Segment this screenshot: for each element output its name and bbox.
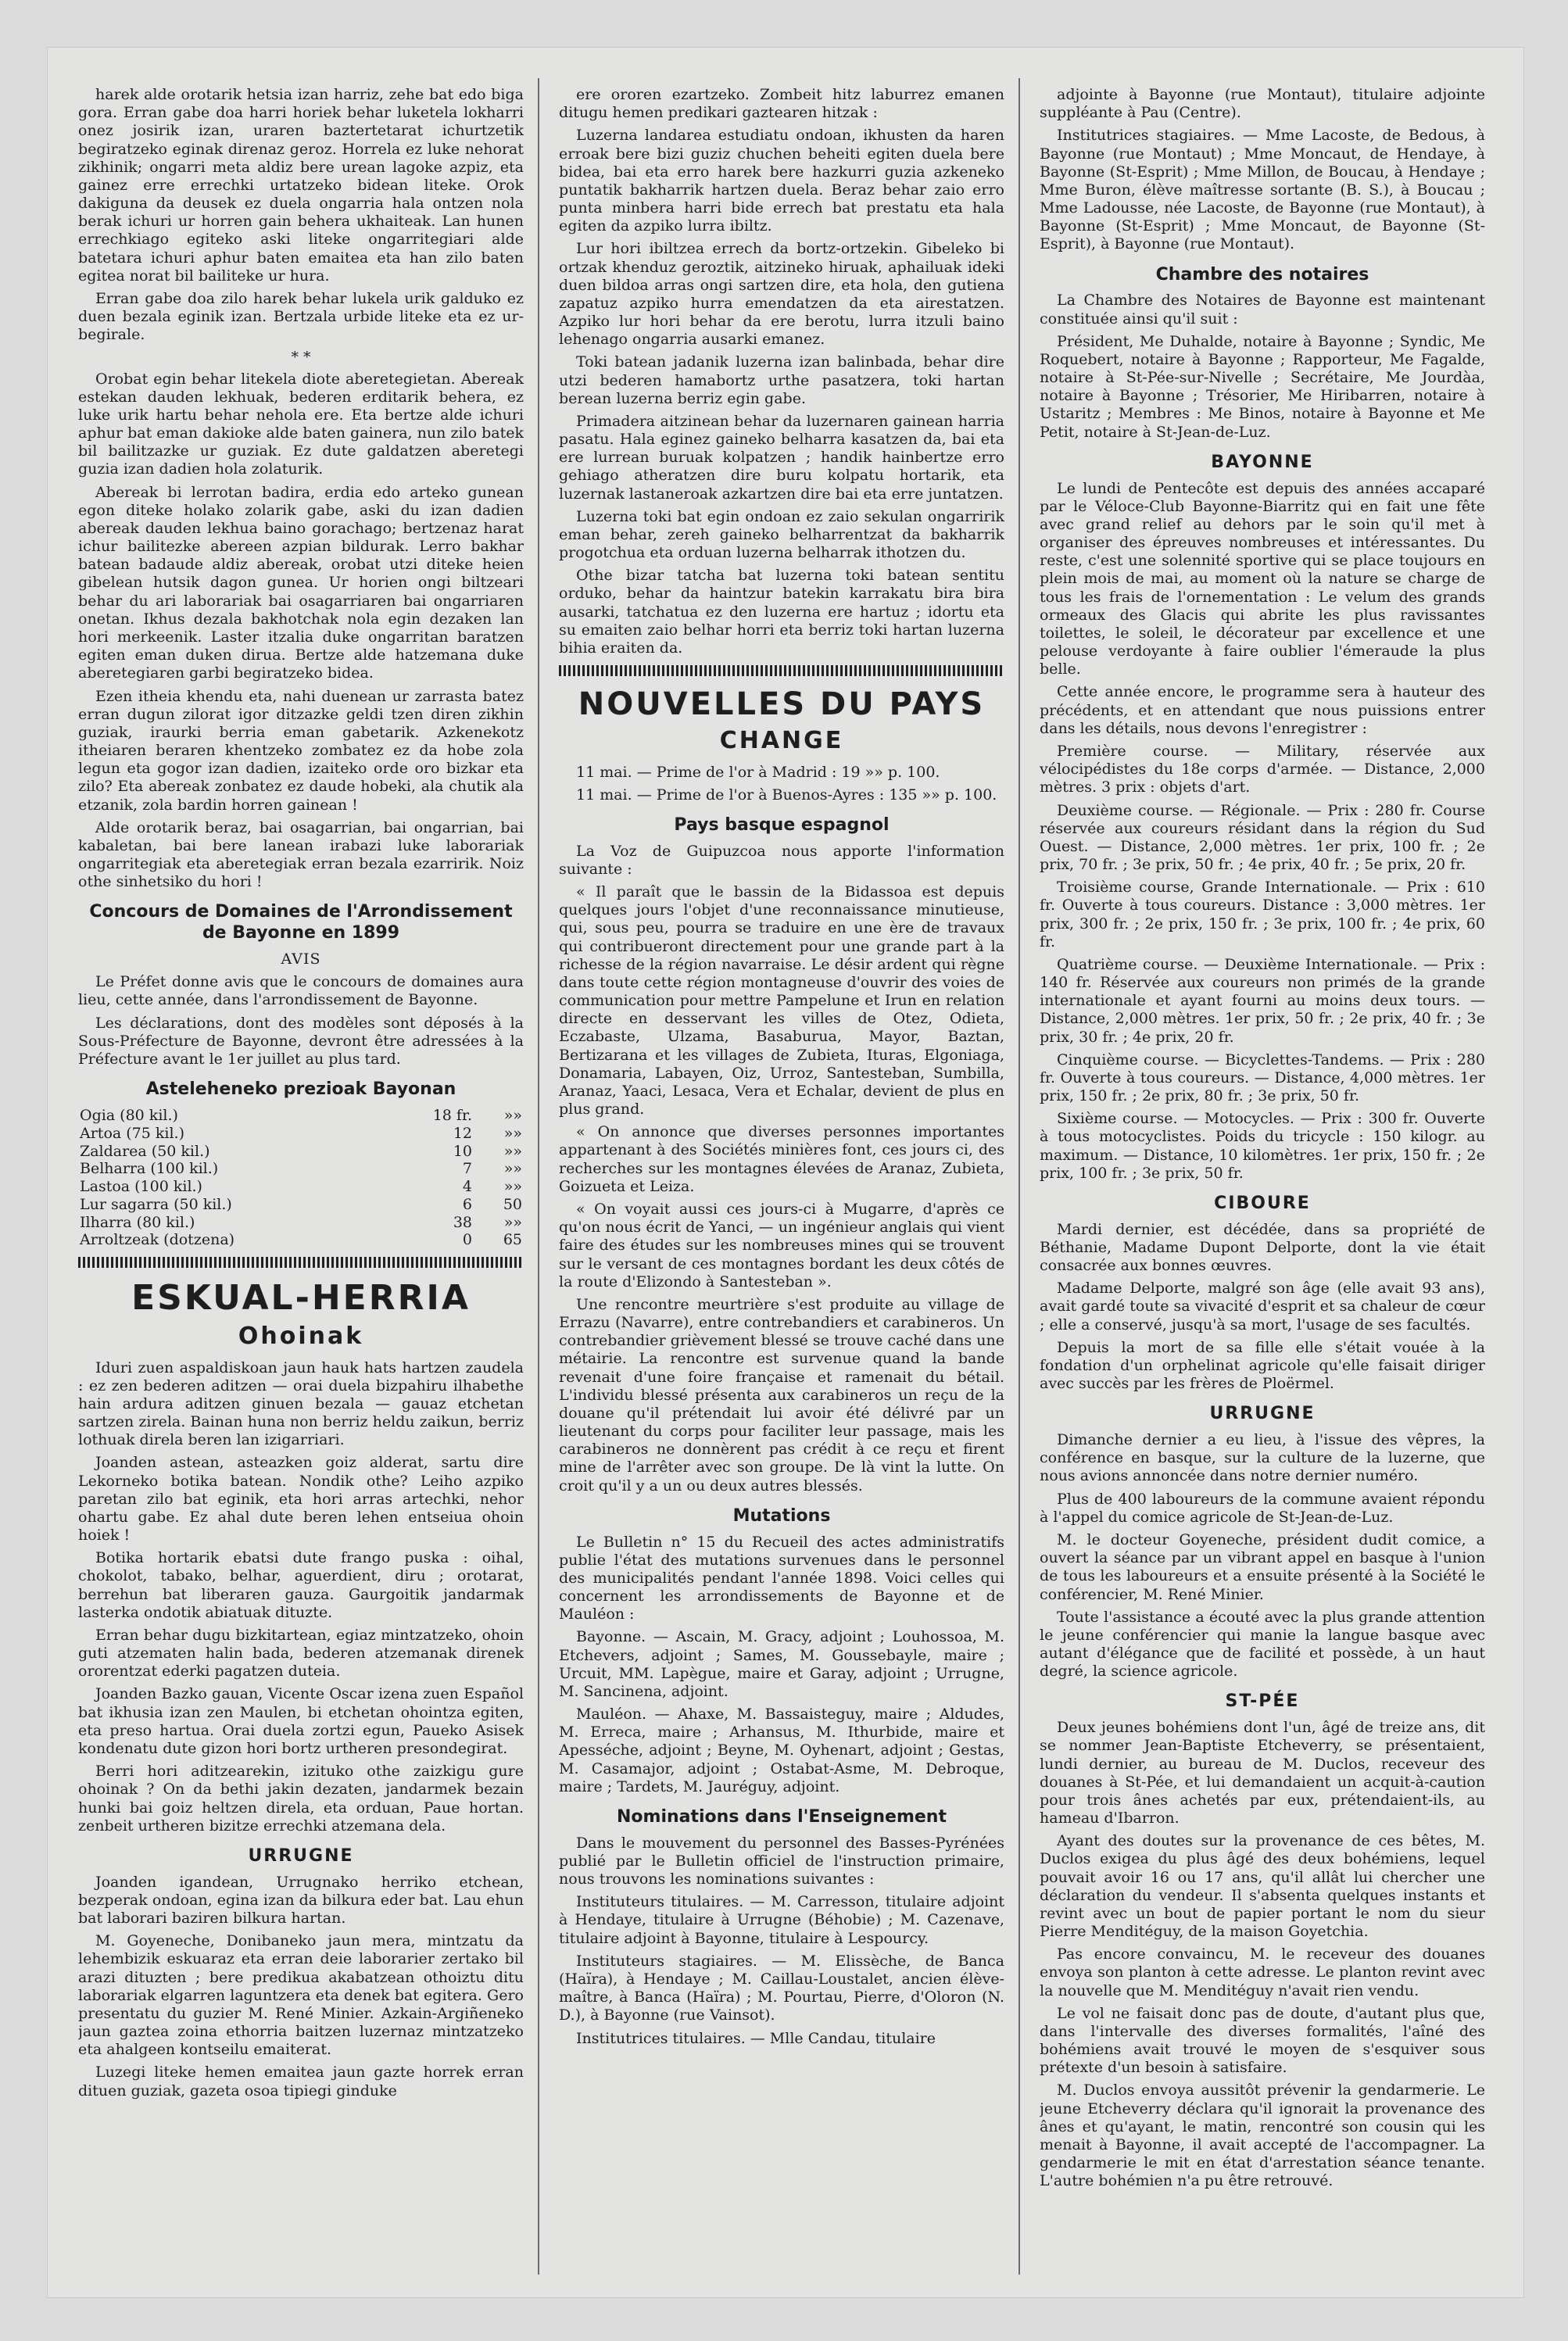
paragraph: Luzerna toki bat egin ondoan ez zaio sekulan ongarririk eman behar, zereh gaineko belharrentzat da bakharrik progotchua eta orduan luzerna belharrak ithotzen du.	[559, 507, 1004, 562]
paragraph: Sixième course. — Motocycles. — Prix : 300 fr. Ouverte à tous motocyclistes. Poids du tricycle : 150 kilogr. au maximum. — Distance, 10 kilomètres. 1er prix, 150 fr. ; 2e prix, 100 fr. ; 3e prix, 50 fr.	[1040, 1110, 1485, 1182]
paragraph: Ezen itheia khendu eta, nahi duenean ur zarrasta batez erran dugun zilorat igor ditzazke geldi tzen diren zikhin guziak, iraurki berria eman gabetarik. Azkenekotz itheiaren beraren khentzeko zombatez ez da hobe zola legun eta gogor izan dadien, izaiteko orde oro bizkar eta zilo? Eta abereak zonbatez ez daude hobeki, ala chutik ala etzanik, zola bardin horren gainean !	[78, 687, 524, 814]
column-1	[78, 86, 524, 2275]
price-item: Belharra (100 kil.)	[80, 1160, 219, 1178]
avis-label: AVIS	[281, 950, 321, 968]
paragraph: Bayonne. — Ascain, M. Gracy, adjoint ; Louhossoa, M. Etchevers, adjoint ; Sames, M. Goussebayle, maire ; Urcuit, MM. Lapègue, maire et Garay, adjoint ; Urrugne, M. Sancinena, adjoint.	[559, 1628, 1004, 1700]
price-row	[78, 1231, 524, 1249]
price-value: 6	[462, 1195, 472, 1213]
paragraph: Lur hori ibiltzea errech da bortz-ortzekin. Gibeleko bi ortzak khenduz geroztik, aitzineko hiruak, aphailuak ideki duen bildoa arras ongi sartzen dire, eta hola, den gutiena zapatuz azpiko hurra emendatzen da eta airestatzen. Azpiko lur hori behar da ere berotu, lurra itzuli baino lehenago ongarria ausarki emanez.	[559, 240, 1004, 349]
paragraph: ere ororen ezartzeko. Zombeit hitz laburrez emanen ditugu hemen predikari gaztearen hitzak :	[559, 86, 1004, 122]
paragraph: Primadera aitzinean behar da luzernaren gainean harria pasatu. Hala eginez gaineko belharra kasatzen da, bai eta ere lurrean buruak kolpatzen ; handik hainbertze erro gehiago atheratzen dire buru kolpatu hortarik, eta luzernak lastaneroak azkartzen dire bai eta erre juntatzen.	[559, 412, 1004, 503]
nouvelles-heading: NOUVELLES DU PAYS	[578, 686, 986, 723]
paragraph: Une rencontre meurtrière s'est produite au village de Errazu (Navarre), entre contrebandiers et carabineros. Un contrebandier grièvement blessé se trouve caché dans une métairie. La rencontre est survenue quand la bande revenait d'une foire française et ramenait du bétail. L'individu blessé présenta aux carabineros un reçu de la douane qu'il prétendait lui avoir été délivré par un lieutenant du corps pour faciliter leur passage, mais les carabineros ne donnèrent pas crédit à ce reçu et firent mine de l'arrêter avec son groupe. De là vint la lutte. On croit qu'il y a un ou deux autres blessés.	[559, 1295, 1004, 1494]
paragraph: Pas encore convaincu, M. le receveur des douanes envoya son planton à cette adresse. Le planton revint avec la nouvelle que M. Menditéguy n'avait rien vendu.	[1040, 1945, 1485, 1999]
paragraph: Mauléon. — Ahaxe, M. Bassaisteguy, maire ; Aldudes, M. Erreca, maire ; Arhansus, M. Ithurbide, maire et Apesséche, adjoint ; Beyne, M. Oyhenart, adjoint ; Gestas, M. Casamajor, adjoint ; Ostabat-Asme, M. Debroque, maire ; Tardets, M. Jauréguy, adjoint.	[559, 1706, 1004, 1795]
paragraph: Les déclarations, dont des modèles sont déposés à la Sous-Préfecture de Bayonne, devront être adressées à la Préfecture avant le 1er juillet au plus tard.	[78, 1014, 524, 1068]
nominations-heading: Nominations dans l'Enseignement	[617, 1806, 947, 1827]
paragraph: Instituteurs titulaires. — M. Carresson, titulaire adjoint à Hendaye, titulaire à Urrugne (Béhobie) ; M. Cazenave, titulaire adjoint à Bayonne, titulaire à Lespourcy.	[559, 1893, 1004, 1947]
price-row	[78, 1125, 524, 1143]
paragraph: Toute l'assistance a écouté avec la plus grande attention le jeune conférencier qui manie la langue basque avec autant d'élégance que de facilité et possède, à un haut degré, la science agricole.	[1040, 1608, 1485, 1681]
paragraph: M. Duclos envoya aussitôt prévenir la gendarmerie. Le jeune Etcheverry déclara qu'il ignorait la provenance des ânes et qu'ayant, le matin, rencontré son cousin qui les menait à Bayonne, il avait accepté de l'accompagner. La gendarmerie le mit en état d'arrestation séance tenante. L'autre bohémien n'a pu être retrouvé.	[1040, 2081, 1485, 2190]
paragraph: harek alde orotarik hetsia izan harriz, zehe bat edo biga gora. Erran gabe doa harri horiek behar luketela lokharri onez josirik izan, uraren baztertetarat ichurtzetik begiratzeko eginak direnaz geroz. Horrela ez luke nehorat zikhinik; ongarri meta aldiz bere urean lagoke azpiz, eta gainez erre errechki urtatzeko bidean liteke. Orok dakiguna da deusek ez duela ongarria hala ontzen nola berak ichuri ur horren gain behera ukhaiteak. Lan hunen errechkiago egiteko aski liteke ongarritegiari alde batetara ichuri aphur baten emaitea eta han zilo baten egitea norat bil bailiteke ur hura.	[78, 86, 524, 285]
paragraph: Dimanche dernier a eu lieu, à l'issue des vêpres, la conférence en basque, sur la culture de la luzerne, que nous avions annoncée dans notre dernier numéro.	[1040, 1431, 1485, 1485]
paragraph: Erran gabe doa zilo harek behar lukela urik galduko ez duen bezala eginik izan. Bertzala urbide liteke eta ez ur-begirale.	[78, 289, 524, 344]
notaires-heading: Chambre des notaires	[1155, 264, 1369, 285]
paragraph: Le Préfet donne avis que le concours de domaines aura lieu, cette année, dans l'arrondissement de Bayonne.	[78, 973, 524, 1009]
price-row	[78, 1143, 524, 1161]
change-heading: CHANGE	[719, 726, 844, 754]
pays-basque-heading: Pays basque espagnol	[674, 814, 890, 835]
paragraph: Erran behar dugu bizkitartean, egiaz mintzatzeko, ohoin guti atzematen halin bada, bederen atzemanak direnek ororentzat ederki pagatzen duteia.	[78, 1626, 524, 1681]
paragraph: Première course. — Military, réservée aux vélocipédistes du 18e corps d'armée. — Distance, 2,000 mètres. 3 prix : objets d'art.	[1040, 742, 1485, 796]
paragraph: La Voz de Guipuzcoa nous apporte l'information suivante :	[559, 842, 1004, 878]
price-row	[78, 1160, 524, 1178]
price-row	[78, 1214, 524, 1232]
price-value: 4	[462, 1178, 472, 1196]
concours-heading: Concours de Domaines de l'Arrondissement de Bayonne en 1899	[89, 902, 513, 943]
section-separator: * *	[291, 349, 311, 367]
urrugne-heading: URRUGNE	[248, 1845, 354, 1866]
paragraph: Deux jeunes bohémiens dont l'un, âgé de treize ans, dit se nommer Jean-Baptiste Etcheverry, se présentaient, lundi dernier, au bureau de M. Duclos, receveur des douanes à St-Pée, et lui demandaient un acquit-à-caution pour trois ânes achetés par eux, prétendaient-ils, au hameau d'Ibarron.	[1040, 1719, 1485, 1827]
st-pee-heading: ST-PÉE	[1225, 1691, 1300, 1712]
paragraph: Dans le mouvement du personnel des Basses-Pyrénées publié par le Bulletin officiel de l'instruction primaire, nous trouvons les nominations suivantes :	[559, 1834, 1004, 1888]
paragraph: Joanden astean, asteazken goiz alderat, sartu dire Lekorneko botika batean. Nondik othe? Leiho azpiko paretan zilo bat eginik, eta hori arras artechki, nehor ohartu gabe. Ez ahal dute beren lehen entseiua ohoin hoiek !	[78, 1454, 524, 1545]
paragraph: « On voyait aussi ces jours-ci à Mugarre, d'après ce qu'on nous écrit de Yanci, — un ingénieur anglais qui vient faire des études sur les nombreuses mines qui se trouvent sur le versant de ces montagnes bordant les deux côtés de la route d'Elizondo à Santesteban ».	[559, 1200, 1004, 1290]
paragraph: Deuxième course. — Régionale. — Prix : 280 fr. Course réservée aux coureurs résidant dans la région du Sud Ouest. — Distance, 2,000 mètres. 1er prix, 100 fr. ; 2e prix, 70 fr. ; 3e prix, 50 fr. ; 4e prix, 40 fr. ; 5e prix, 20 fr.	[1040, 801, 1485, 874]
price-item: Lastoa (100 kil.)	[80, 1178, 202, 1196]
column-rule	[1018, 78, 1020, 2275]
hatched-divider	[78, 1257, 524, 1268]
paragraph: La Chambre des Notaires de Bayonne est maintenant constituée ainsi qu'il suit :	[1040, 292, 1485, 328]
price-item: Arroltzeak (dotzena)	[80, 1231, 235, 1249]
paragraph: Orobat egin behar litekela diote aberetegietan. Abereak estekan dauden lekhuak, bederen erditarik behera, ez luke urik hartu behar nehola ere. Eta bertze alde ichuri aphur bat eman dakioke alde baten gainera, nun zilo batek bil bailitzazke ur guziak. Ez dute galdatzen aberetegi guzia izan dadien hola zolaturik.	[78, 370, 524, 478]
prices-heading: Asteleheneko prezioak Bayonan	[145, 1079, 456, 1100]
price-value: 38	[453, 1213, 472, 1231]
column-rule	[538, 78, 539, 2275]
paragraph: Le Bulletin n° 15 du Recueil des actes administratifs publie l'état des mutations survenues dans le personnel des municipalités pendant l'année 1898. Voici celles qui concernent les arrondissements de Bayonne et de Mauléon :	[559, 1533, 1004, 1623]
price-row	[78, 1196, 524, 1214]
price-cents: »»	[503, 1160, 522, 1178]
paragraph: Botika hortarik ebatsi dute frango puska : oihal, chokolot, tabako, belhar, aguerdient, diru ; orotarat, berrehun bat liberaren gauza. Gaurgoitik jandarmak lasterka ondotik abiatuak dituzte.	[78, 1549, 524, 1621]
price-item: Ogia (80 kil.)	[80, 1106, 178, 1124]
paragraph: Troisième course, Grande Internationale. — Prix : 610 fr. Ouverte à tous coureurs. Distance : 3,000 mètres. 1er prix, 300 fr. ; 2e prix, 150 fr. ; 3e prix, 100 fr. ; 4e prix, 60 fr.	[1040, 879, 1485, 950]
price-table	[78, 1107, 524, 1249]
paragraph: Abereak bi lerrotan badira, erdia edo arteko gunean egon diteke holako zolarik gabe, aski du izan dadien abereak dauden lekhua baino gorachago; bertzenaz harat ichur bailitezke abereen azpian bildurak. Lerro bakhar batean badaude aldiz abereak, orobat utzi diteke heien gibelean hutsik dagon gunea. Ur horien ongi biltzeari behar du ari laborariak bai osagarriaren bai ongarriaren onetan. Ikhus dezala bakhotchak nola egin dezaken lan hori merkeenik. Laster itzalia duke ongarritan baratzen egiten eman duken dirua. Bertze alde hatzemana duke aberetegiaren garbi begiratzeko bidea.	[78, 483, 524, 682]
newspaper-page	[47, 47, 1524, 2298]
paragraph: Le vol ne faisait donc pas de doute, d'autant plus que, dans l'intervalle des diverses formalités, l'aîné des bohémiens avait trouvé le moyen de s'esquiver sous prétexte d'un besoin à satisfaire.	[1040, 2004, 1485, 2077]
column-3	[1040, 86, 1485, 2275]
paragraph: Institutrices stagiaires. — Mme Lacoste, de Bedous, à Bayonne (rue Montaut) ; Mme Moncaut, de Hendaye, à Bayonne (St-Esprit) ; Mme Millon, de Boucau, à Hendaye ; Mme Buron, élève maîtresse sortante (B. S.), à Boucau ; Mme Ladousse, née Lacoste, de Bayonne (rue Montaut), à Bayonne (St-Esprit) ; Mme Moncaut, de Bayonne (St-Esprit), à Bayonne (rue Montaut).	[1040, 127, 1485, 253]
paragraph: Luzegi liteke hemen emaitea jaun gazte horrek erran dituen guziak, gazeta osoa tipiegi ginduke	[78, 2064, 524, 2099]
ohoinak-heading: Ohoinak	[238, 1322, 364, 1350]
price-value: 0	[462, 1231, 472, 1249]
paragraph: Joanden igandean, Urrugnako herriko etchean, bezperak ondoan, egina izan da bilkura eder bat. Lau ehun bat laborari baziren bilkura hartan.	[78, 1873, 524, 1928]
urrugne-heading: URRUGNE	[1209, 1404, 1316, 1424]
paragraph: 11 mai. — Prime de l'or à Buenos-Ayres : 135 »» p. 100.	[576, 786, 997, 804]
price-value: 12	[453, 1124, 472, 1142]
paragraph: « On annonce que diverses personnes importantes appartenant à des Sociétés minières font, ces jours ci, des recherches sur les montagnes élevées de Aranaz, Zubieta, Goizueta et Leiza.	[559, 1123, 1004, 1195]
paragraph: 11 mai. — Prime de l'or à Madrid : 19 »» p. 100.	[576, 763, 940, 781]
price-item: Lur sagarra (50 kil.)	[80, 1195, 232, 1213]
price-cents: »»	[503, 1142, 522, 1160]
paragraph: « Il paraît que le bassin de la Bidassoa est depuis quelques jours l'objet d'une reconnaissance minutieuse, qui, sous peu, pourra se traduire en une ère de travaux qui contribueront directement pour une grande part à la richesse de la région navarraise. Le désir ardent qui règne dans toute cette région montagneuse d'ouvrir des voies de communication pour mettre Pampelune et Irun en relation directe en desservant les villes de Otez, Odieta, Eczabaste, Ulzama, Basaburua, Mayor, Baztan, Bertizarana et les villages de Zubieta, Ituras, Elgoniaga, Donamaria, Labayen, Oiz, Urroz, Santesteban, Sumbilla, Aranaz, Yaaci, Lesaca, Vera et Echalar, devient de plus en plus grand.	[559, 883, 1004, 1119]
hatched-divider	[559, 665, 1004, 676]
paragraph: Le lundi de Pentecôte est depuis des années accaparé par le Véloce-Club Bayonne-Biarritz qui en fait une fête avec grand relief au dehors par le soin qu'il met à organiser des épreuves nombreuses et intéressantes. Du reste, c'est une solennité sportive qui se place toujours en plein mois de mai, au moment où la nature se charge de tous les frais de l'ornementation : Le velum des grands ormeaux des Glacis qui abrite les plus ravissantes toilettes, le soleil, le décorateur par excellence et une pelouse verdoyante à faire oublier l'émeraude la plus belle.	[1040, 479, 1485, 678]
price-value: 18 fr.	[432, 1106, 472, 1124]
paragraph: Ayant des doutes sur la provenance de ces bêtes, M. Duclos exigea du plus âgé des deux bohémiens, lequel pouvait avoir 16 ou 17 ans, qu'il allât lui chercher une déclaration du vendeur. Il s'absenta quelques instants et revint avec un bout de papier portant le nom du sieur Pierre Menditéguy, de la maison Goyetchia.	[1040, 1832, 1485, 1941]
ciboure-heading: CIBOURE	[1214, 1193, 1311, 1213]
price-row	[78, 1178, 524, 1196]
paragraph: M. Goyeneche, Donibaneko jaun mera, mintzatu da lehembizik eskuaraz eta erran deie laborarier zertako bil arazi dituzten ; bere predikua akabatzean othoiztu ditu laborariak elgarren laguntzera eta denek bat egitera. Gero presentatu du guzier M. René Minier. Azkain-Argiñeneko jaun gaztea zoina ethorria baitzen luzernaz mintzatzeko eta ahalgeen kontseilu emaiterat.	[78, 1932, 524, 2059]
paragraph: Cette année encore, le programme sera à hauteur des précédents, et en attendant que nous puissions entrer dans les détails, nous devons l'enregistrer :	[1040, 683, 1485, 737]
price-cents: 65	[503, 1231, 522, 1249]
paragraph: Berri hori aditzearekin, izituko othe zaizkigu gure ohoinak ? On da bethi jakin dezaten, jandarmek bezain hunki bai goiz heltzen direla, eta orduan, Paue hortan. zenbeit urtheren bizitze errechki atzemana dela.	[78, 1763, 524, 1834]
price-item: Zaldarea (50 kil.)	[80, 1142, 210, 1160]
paragraph: Alde orotarik beraz, bai osagarrian, bai ongarrian, bai kabaletan, bai bere lanean irabazi luke laborariak ongarritegiak eta aberetegiak erran bezala ezarririk. Noiz othe sinhetsiko du hori !	[78, 818, 524, 891]
column-2	[559, 86, 1004, 2275]
mutations-heading: Mutations	[732, 1505, 831, 1526]
price-value: 7	[462, 1160, 472, 1178]
paragraph: Toki batean jadanik luzerna izan balinbada, behar dire utzi bederen hamabortz urthe pasatzera, toki hartan berean luzerna berriz egin gabe.	[559, 353, 1004, 407]
price-cents: »»	[503, 1124, 522, 1142]
paragraph: Cinquième course. — Bicyclettes-Tandems. — Prix : 280 fr. Ouverte à tous coureurs. — Distance, 4,000 mètres. 1er prix, 150 fr. ; 2e prix, 80 fr. ; 3e prix, 50 fr.	[1040, 1051, 1485, 1105]
price-row	[78, 1107, 524, 1125]
paragraph: Depuis la mort de sa fille elle s'était vouée à la fondation d'un orphelinat agricole qu'elle faisait diriger avec succès par les frères de Ploërmel.	[1040, 1338, 1485, 1393]
paragraph: Luzerna landarea estudiatu ondoan, ikhusten da haren erroak bere bizi guziz chuchen beheiti egiten duela bere bidea, bai eta erro harek bere hazkurri guzia azkeneko puntatik bakharrik hartzen duela. Beraz behar zaio erro punta minbera harri bide errech bat prestatu eta hala egiten da azpiko lurra ibiltz.	[559, 127, 1004, 235]
price-value: 10	[453, 1142, 472, 1160]
paragraph: adjointe à Bayonne (rue Montaut), titulaire adjointe suppléante à Pau (Centre).	[1040, 86, 1485, 122]
paragraph: M. le docteur Goyeneche, président dudit comice, a ouvert la séance par un vibrant appel en basque à l'union de tous les laboureurs et a ensuite présenté à la Société le conférencier, M. René Minier.	[1040, 1531, 1485, 1603]
paragraph: Institutrices titulaires. — Mlle Candau, titulaire	[576, 2029, 936, 2047]
paragraph: Othe bizar tatcha bat luzerna toki batean sentitu orduko, behar da haintzur batekin karrakatu bira bira ausarki, tatchatua ez den luzerna ere hartuz ; idortu eta su emaiten zaio belhar horri eta berriz toki hartan luzerna bihia eraiten da.	[559, 567, 1004, 657]
paragraph: Instituteurs stagiaires. — M. Elissèche, de Banca (Haïra), à Hendaye ; M. Caillau-Loustalet, ancien élève-maître, à Banca (Haïra) ; M. Pourtau, Pierre, d'Oloron (N. D.), à Bayonne (rue Vainsot).	[559, 1952, 1004, 2024]
paragraph: Joanden Bazko gauan, Vicente Oscar izena zuen Español bat ikhusia izan zen Maulen, bi etchetan ohointza egiten, eta preso hartua. Orai duela zortzi egun, Paueko Asisek kondenatu dute gizon hori bortz urtheren presondegirat.	[78, 1685, 524, 1757]
paragraph: Quatrième course. — Deuxième Internationale. — Prix : 140 fr. Réservée aux coureurs non primés de la grande internationale et ayant fourni au moins deux tours. — Distance, 2,000 mètres. 1er prix, 50 fr. ; 2e prix, 40 fr. ; 3e prix, 30 fr. ; 4e prix, 20 fr.	[1040, 955, 1485, 1046]
paragraph: Iduri zuen aspaldiskoan jaun hauk hats hartzen zaudela : ez zen bederen aditzen — orai duela bizpahiru ilhabethe hain ardura aditzen ginuen bezala — gauaz etchetan sartzen zirela. Bainan huna non berriz heldu zaikun, berriz lothuak direla beren lan izigarriari.	[78, 1358, 524, 1449]
price-cents: »»	[503, 1106, 522, 1124]
bayonne-heading: BAYONNE	[1211, 452, 1314, 472]
price-cents: »»	[503, 1178, 522, 1196]
price-cents: »»	[503, 1213, 522, 1231]
paragraph: Mardi dernier, est décédée, dans sa propriété de Béthanie, Madame Dupont Delporte, dont la vie était consacrée aux bonnes œuvres.	[1040, 1220, 1485, 1275]
price-item: Ilharra (80 kil.)	[80, 1213, 195, 1231]
price-item: Artoa (75 kil.)	[80, 1124, 184, 1142]
eskual-herria-heading: ESKUAL-HERRIA	[131, 1278, 471, 1319]
paragraph: Plus de 400 laboureurs de la commune avaient répondu à l'appel du comice agricole de St-Jean-de-Luz.	[1040, 1490, 1485, 1526]
paragraph: Madame Delporte, malgré son âge (elle avait 93 ans), avait gardé toute sa vivacité d'esprit et sa chaleur de cœur ; elle a conservé, jusqu'à sa mort, l'usage de ses facultés.	[1040, 1280, 1485, 1333]
price-cents: 50	[503, 1195, 522, 1213]
paragraph: Président, Me Duhalde, notaire à Bayonne ; Syndic, Me Roquebert, notaire à Bayonne ; Rapporteur, Me Fagalde, notaire à St-Pée-sur-Nivelle ; Secrétaire, Me Jourdàa, notaire à Bayonne ; Trésorier, Me Hiribarren, notaire à Ustaritz ; Membres : Me Binos, notaire à Bayonne et Me Petit, notaire à St-Jean-de-Luz.	[1040, 332, 1485, 441]
